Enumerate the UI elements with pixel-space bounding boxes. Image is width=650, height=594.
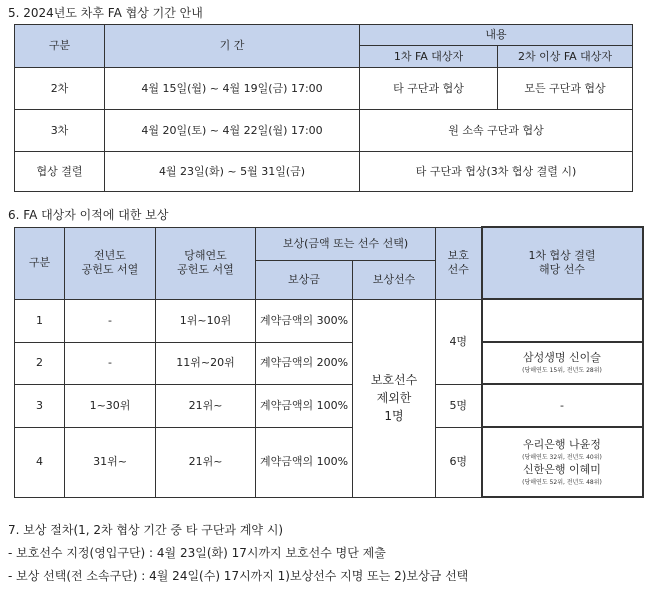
header-failed-line2: 해당 선수 — [538, 263, 585, 276]
section5-title: 5. 2024년도 차후 FA 협상 기간 안내 — [8, 6, 203, 20]
header-failed-line1: 1차 협상 결렬 — [528, 249, 596, 263]
header-compensation: 보상(금액 또는 선수 선택) — [256, 227, 436, 260]
cell-cur-rank: 1위~10위 — [156, 299, 256, 342]
header-failed-players — [482, 227, 643, 299]
header-prev-year — [65, 227, 156, 299]
table-row — [15, 299, 643, 342]
cell-category: 3 — [15, 384, 65, 427]
failed-player-note: (당해연도 15위, 전년도 28위) — [522, 367, 602, 375]
failed-player-note: (당해연도 32위, 전년도 40위) — [522, 453, 602, 461]
header-content: 내용 — [360, 25, 633, 46]
procedure-line-1: - 보호선수 지정(영입구단) : 4월 23일(화) 17시까지 보호선수 명단 제출 — [8, 546, 386, 560]
cell-cur-rank: 21위~ — [156, 384, 256, 427]
header-category: 구분 — [15, 227, 65, 299]
cell-comp-money: 계약금액의 300% — [256, 299, 353, 342]
comp-player-line1: 보호선수 — [370, 373, 418, 387]
header-cur-year-line1: 당해연도 — [184, 249, 227, 263]
section7-title: 7. 보상 절차(1, 2차 협상 기간 중 타 구단과 계약 시) — [8, 523, 284, 537]
cell-failed-players — [482, 342, 643, 384]
cell-period: 4월 15일(월) ~ 4월 19일(금) 17:00 — [105, 68, 360, 110]
cell-comp-money: 계약금액의 200% — [256, 342, 353, 384]
section6-title: 6. FA 대상자 이적에 대한 보상 — [8, 208, 169, 222]
failed-player-note: (당해연도 52위, 전년도 48위) — [522, 478, 602, 486]
header-comp-money: 보상금 — [256, 260, 353, 299]
comp-player-line2: 제외한 — [376, 391, 412, 405]
cell-prev-rank: 1~30위 — [65, 384, 156, 427]
cell-failed-players — [482, 427, 643, 497]
cell-first-fa: 타 구단과 협상 — [360, 68, 498, 110]
table-row — [15, 152, 633, 192]
cell-protect: 6명 — [436, 427, 482, 497]
cell-prev-rank: 31위~ — [65, 427, 156, 497]
failed-player-name: 우리은행 나윤정 — [523, 437, 601, 451]
cell-prev-rank: - — [65, 299, 156, 342]
cell-failed-players — [482, 299, 643, 342]
cell-comp-player — [353, 299, 436, 497]
header-comp-player: 보상선수 — [353, 260, 436, 299]
cell-category: 3차 — [15, 110, 105, 152]
cell-period: 4월 20일(토) ~ 4월 22일(월) 17:00 — [105, 110, 360, 152]
header-protect-line2: 선수 — [447, 263, 469, 276]
cell-cur-rank: 21위~ — [156, 427, 256, 497]
failed-player-name: 신한은행 이혜미 — [523, 463, 601, 476]
header-protect — [436, 227, 482, 299]
table-row — [15, 384, 643, 427]
header-period: 기 간 — [105, 25, 360, 68]
cell-protect: 4명 — [436, 299, 482, 384]
cell-category: 2차 — [15, 68, 105, 110]
cell-content: 원 소속 구단과 협상 — [360, 110, 633, 152]
header-protect-line1: 보호 — [447, 249, 469, 263]
table-row — [15, 342, 643, 384]
cell-protect: 5명 — [436, 384, 482, 427]
cell-category: 2 — [15, 342, 65, 384]
fa-period-table — [14, 24, 633, 192]
procedure-line-2: - 보상 선택(전 소속구단) : 4월 24일(수) 17시까지 1)보상선수 지명 또는 2)보상금 선택 — [8, 569, 469, 583]
failed-player-name: 삼성생명 신이슬 — [523, 351, 601, 365]
cell-category: 1 — [15, 299, 65, 342]
header-cur-year-line2: 공헌도 서열 — [177, 263, 234, 276]
compensation-table — [14, 226, 644, 498]
cell-category: 4 — [15, 427, 65, 497]
header-cur-year — [156, 227, 256, 299]
header-first-fa: 1차 FA 대상자 — [360, 46, 498, 68]
table-row — [15, 110, 633, 152]
cell-cur-rank: 11위~20위 — [156, 342, 256, 384]
comp-player-line3: 1명 — [384, 409, 404, 423]
header-prev-year-line2: 공헌도 서열 — [81, 263, 139, 276]
cell-second-fa: 모든 구단과 협상 — [498, 68, 633, 110]
cell-category: 협상 결렬 — [15, 152, 105, 192]
table-row — [15, 427, 643, 497]
header-category: 구분 — [15, 25, 105, 68]
cell-failed-players: - — [482, 384, 643, 427]
cell-content: 타 구단과 협상(3차 협상 결렬 시) — [360, 152, 633, 192]
cell-comp-money: 계약금액의 100% — [256, 427, 353, 497]
header-prev-year-line1: 전년도 — [94, 249, 126, 263]
cell-comp-money: 계약금액의 100% — [256, 384, 353, 427]
header-second-fa: 2차 이상 FA 대상자 — [498, 46, 633, 68]
cell-period: 4월 23일(화) ~ 5월 31일(금) — [105, 152, 360, 192]
table-row — [15, 68, 633, 110]
cell-prev-rank: - — [65, 342, 156, 384]
